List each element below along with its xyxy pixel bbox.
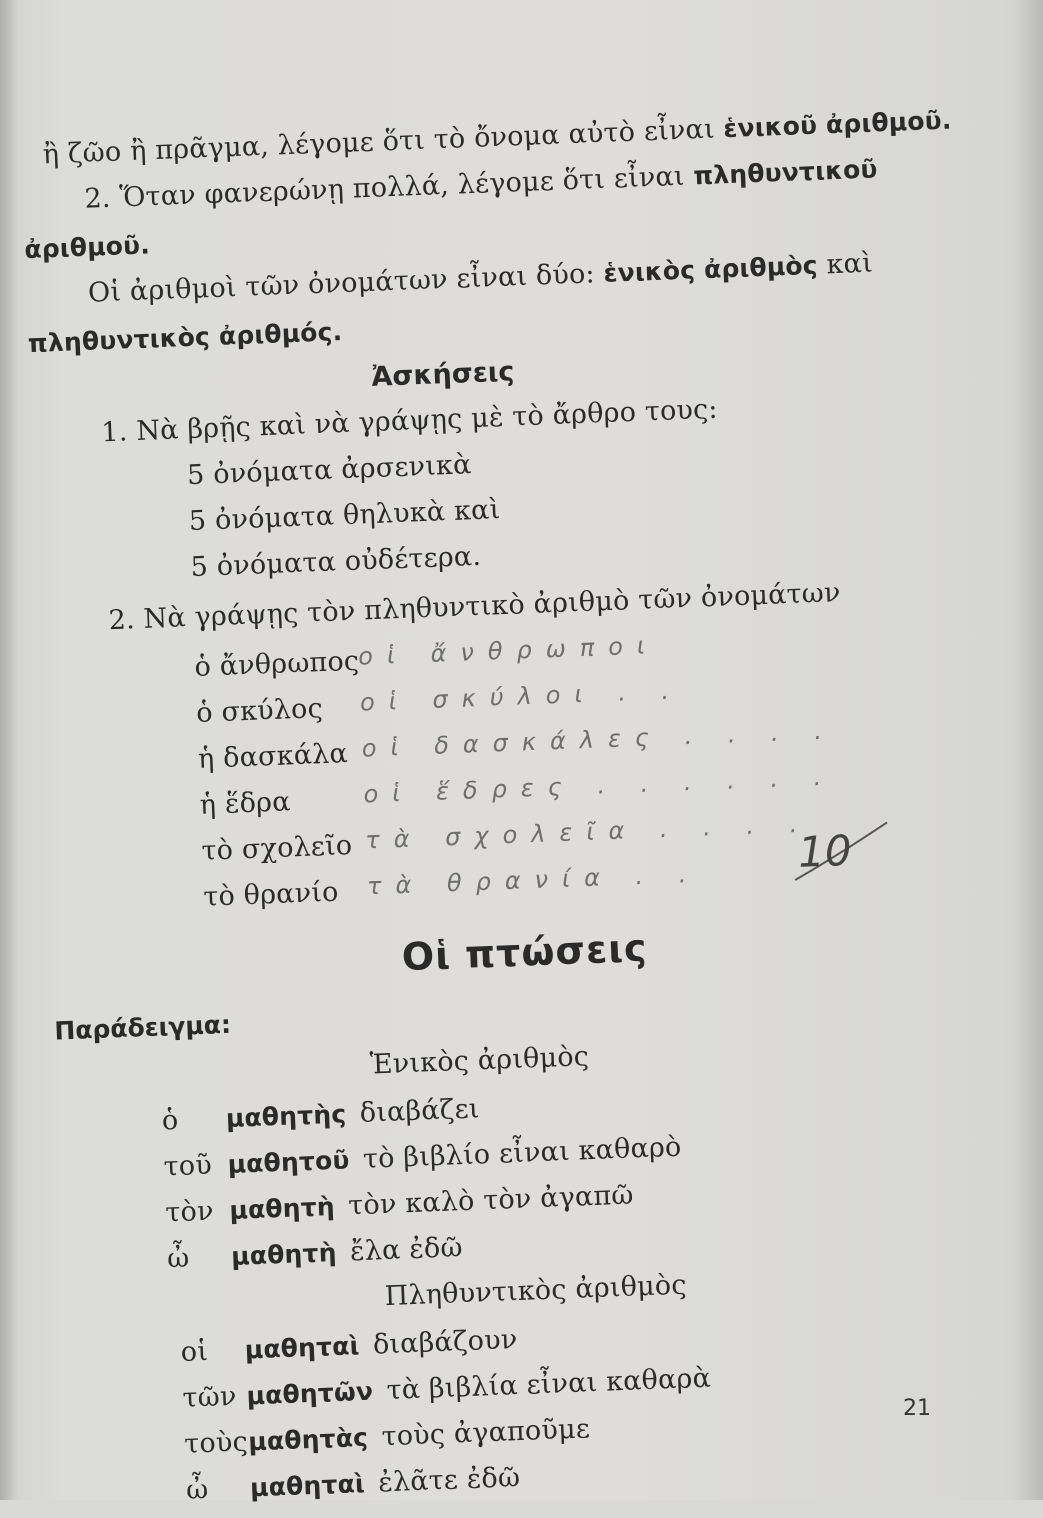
intro-line-3-bold: ἀριθμοῦ. <box>23 230 151 265</box>
handwritten-answer: τὰ θρανία . . <box>366 859 701 901</box>
intro-line-4-text: Οἱ ἀριθμοὶ τῶν ὀνομάτων εἶναι δύο: <box>87 258 596 309</box>
intro-line-5 <box>27 315 343 361</box>
case-article: τοῦ <box>163 1149 213 1183</box>
plural-row <box>184 1412 591 1462</box>
case-noun: μαθηταὶ <box>244 1331 361 1365</box>
case-rest: τὸν καλὸ τὸν ἀγαπῶ <box>347 1179 635 1222</box>
case-noun: μαθητὴ <box>228 1191 336 1225</box>
case-rest: διαβάζουν <box>372 1324 518 1361</box>
handwritten-answer: οἱ σκύλοι . . <box>359 676 684 717</box>
exercise-2-word: ἡ ἕδρα <box>199 786 292 821</box>
case-article: ὦ <box>166 1242 191 1275</box>
case-rest: τὰ βιβλία εἶναι καθαρὰ <box>386 1362 712 1407</box>
singular-row <box>161 1092 480 1138</box>
case-article: τῶν <box>181 1380 238 1414</box>
case-noun: μαθητὴς <box>225 1099 347 1134</box>
case-noun: μαθητὴ <box>230 1237 338 1271</box>
singular-heading: Ἑνικὸς ἀριθμὸς <box>369 1041 590 1081</box>
example-label: Παράδειγμα: <box>53 1009 232 1046</box>
exercise-2-prompt: 2. Νὰ γράψῃς τὸν πληθυντικὸ ἀριθμὸ τῶν ὀνομάτων <box>108 577 842 637</box>
case-rest: ἐλᾶτε ἐδῶ <box>377 1462 521 1499</box>
case-noun: μαθητῶν <box>245 1376 374 1411</box>
case-rest: διαβάζει <box>359 1093 481 1129</box>
singular-row <box>163 1131 682 1185</box>
handwritten-answer: τὰ σχολεῖα . . . . <box>364 809 812 855</box>
exercise-2-word: ὁ ἄνθρωπος <box>193 645 360 683</box>
grade-text: 10 <box>797 825 853 877</box>
teacher-grade-mark <box>775 814 898 899</box>
case-noun: μαθηταὶ <box>249 1469 366 1503</box>
intro-line-2-text: 2. Ὅταν φανερώνῃ πολλά, λέγομε ὅτι εἶναι <box>83 160 686 215</box>
case-rest: ἔλα ἐδῶ <box>349 1232 464 1268</box>
intro-line-2-bold: πληθυντικοῦ <box>692 154 879 191</box>
intro-line-3 <box>24 228 151 267</box>
case-article: ὦ <box>185 1474 209 1506</box>
plural-heading: Πληθυντικὸς ἀριθμὸς <box>384 1269 688 1313</box>
case-article: τὸν <box>164 1195 215 1229</box>
intro-line-1-bold: ἑνικοῦ ἀριθμοῦ. <box>722 105 952 144</box>
case-rest: τοὺς ἀγαποῦμε <box>381 1413 591 1453</box>
intro-line-1-text: ἢ ζῶο ἢ πρᾶγμα, λέγομε ὅτι τὸ ὄνομα αὐτὸ εἶναι <box>42 113 716 171</box>
handwritten-answer: οἱ ἕδρες . . . . . . <box>363 762 836 809</box>
exercise-2-word: ὁ σκύλος <box>195 693 324 729</box>
case-article: οἱ <box>180 1335 209 1368</box>
singular-row <box>167 1231 464 1276</box>
page-number: 21 <box>903 1396 931 1421</box>
intro-line-5-bold: πληθυντικὸς ἀριθμός. <box>27 317 343 359</box>
intro-line-4-bold: ἑνικὸς ἀριθμὸς <box>603 250 819 288</box>
handwritten-answer: οἱ ἄνθρωποι <box>357 631 660 671</box>
case-rest: τὸ βιβλίο εἶναι καθαρὸ <box>362 1131 683 1175</box>
section-title: Οἱ πτώσεις <box>400 925 649 980</box>
case-article: ὁ <box>161 1104 179 1137</box>
exercise-1-prompt: 1. Νὰ βρῇς καὶ νὰ γράψῃς μὲ τὸ ἄρθρο τους: <box>100 393 719 449</box>
intro-line-4 <box>87 247 873 311</box>
exercise-2-word: ἡ δασκάλα <box>197 738 349 775</box>
plural-row <box>182 1362 712 1416</box>
plural-row <box>185 1461 520 1508</box>
intro-line-4-tail: καὶ <box>825 247 874 281</box>
case-noun: μαθητὰς <box>247 1422 369 1457</box>
exercise-2-word: τὸ σχολεῖο <box>201 830 353 867</box>
plural-row <box>180 1323 518 1370</box>
case-noun: μαθητοῦ <box>227 1145 351 1180</box>
exercise-1-item: 5 ὀνόματα ἀρσενικὰ <box>186 449 473 492</box>
handwritten-answer: οἱ δασκάλες . . . . <box>361 716 837 763</box>
exercise-1-item: 5 ὀνόματα οὐδέτερα. <box>190 540 482 583</box>
exercise-1-item: 5 ὀνόματα θηλυκὰ καὶ <box>188 494 501 538</box>
exercises-heading: Ἀσκήσεις <box>370 356 515 393</box>
singular-row <box>165 1178 634 1230</box>
case-article: τοὺς <box>183 1426 249 1460</box>
exercise-2-word: τὸ θρανίο <box>202 876 340 913</box>
